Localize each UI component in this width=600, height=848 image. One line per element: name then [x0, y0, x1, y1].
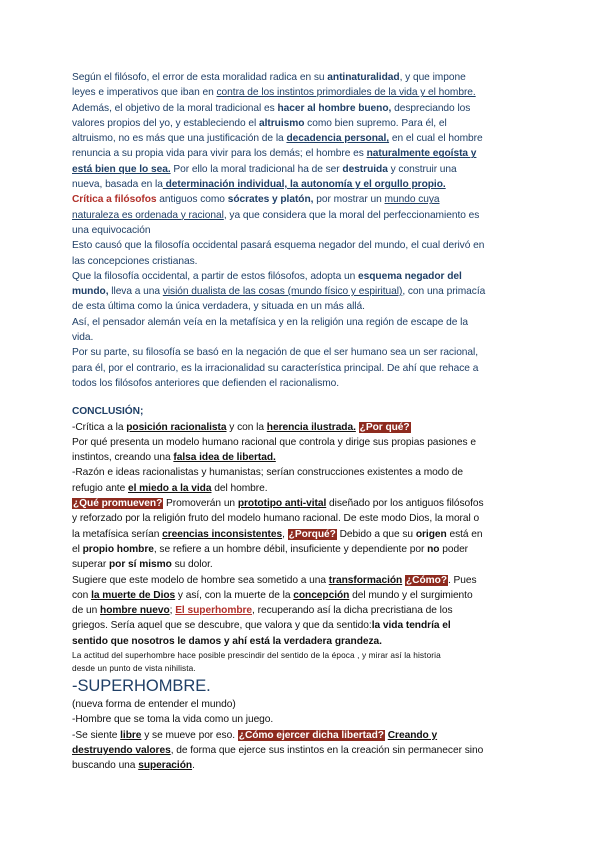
text-line — [72, 131, 532, 146]
bold-text: destruida — [342, 163, 388, 175]
bold-underlined-text: superación — [138, 760, 193, 772]
bold-underlined-text: determinación individual, la autonomía y el orgullo propio. — [162, 179, 446, 191]
bold-underlined-text: decadencia personal, — [286, 133, 390, 145]
text: valores propios del yo, y estableciendo el — [72, 117, 259, 129]
text: nueva, basada en la — [72, 179, 163, 191]
underlined-text: naturaleza es ordenada y racional — [72, 209, 224, 221]
text: griegos. Sería aquel que se descubre, que valora y que da sentido: — [72, 620, 372, 632]
text-line — [72, 603, 532, 618]
text-line — [72, 450, 532, 465]
underlined-text: visión dualista de las cosas (mundo físico y espiritual) — [162, 286, 403, 298]
text: Sugiere que este modelo de hombre sea sometido a una — [72, 574, 329, 586]
text-line: -Razón e ideas racionalistas y humanistas; serían construcciones existentes a modo de — [72, 467, 464, 479]
bold-text: sócrates y platón, — [227, 194, 314, 206]
text-line — [72, 85, 532, 100]
text-line: Por su parte, su filosofía se basó en la negación de que el ser humano sea un ser racional, — [72, 347, 479, 359]
text: de un — [72, 605, 101, 617]
text: Según el filósofo, el error de esta moralidad radica en su — [72, 72, 328, 83]
bold-underlined-text: creencias inconsistentes — [162, 528, 283, 540]
bold-text: por sí mismo — [108, 559, 172, 571]
bold-underlined-text: hombre nuevo — [100, 605, 170, 617]
text: poder — [439, 543, 469, 555]
text: y así, con la muerte de la — [175, 589, 294, 601]
bold-text: origen — [415, 528, 447, 540]
text: con — [72, 589, 92, 601]
section-title: -SUPERHOMBRE. — [72, 677, 211, 696]
highlight-label: ¿Qué promueven? — [73, 498, 163, 510]
text-line — [72, 146, 532, 161]
text: y se mueve por eso. — [141, 729, 238, 741]
text-line — [72, 162, 532, 177]
text: Por ello la moral tradicional ha de ser — [170, 163, 343, 175]
text: altruismo, no es más que una justificación de la — [72, 133, 287, 145]
text: -Crítica a la — [72, 421, 127, 433]
bold-text: hacer al hombre bueno, — [277, 102, 392, 114]
text: , se refiere a un hombre débil, insuficiente y dependiente por — [153, 543, 428, 555]
text: ; — [169, 605, 176, 617]
highlight-label: ¿Porqué? — [288, 528, 336, 540]
bold-underlined-text: destruyendo valores — [72, 745, 171, 757]
text: buscando una — [72, 760, 139, 772]
text: , ya que considera que la moral del perfeccionamiento es — [223, 209, 480, 221]
bold-text: mundo, — [72, 286, 109, 298]
text: , recuperando así la dicha precristiana de los — [252, 605, 453, 617]
highlight-label: ¿Cómo? — [405, 574, 447, 586]
underlined-text: mundo cuya — [384, 194, 440, 206]
text: su dolor. — [171, 559, 213, 571]
text: , — [282, 528, 288, 540]
text: , de forma que ejerce sus instintos en la creación sin permanecer sino — [170, 745, 484, 757]
text: refugio ante — [72, 482, 128, 494]
text: superar — [72, 559, 109, 571]
bold-underlined-text: prototipo anti-vital — [237, 498, 327, 510]
bold-underlined-text: concepción — [293, 589, 350, 601]
text-line: todos los filósofos anteriores que defienden el racionalismo. — [72, 377, 340, 389]
red-bold-underlined-text: El superhombre — [175, 605, 253, 617]
text: lleva a una — [108, 286, 163, 298]
text-line — [72, 177, 532, 192]
text-line — [72, 269, 532, 284]
highlight-label: ¿Por qué? — [359, 421, 410, 433]
text-line — [72, 728, 532, 743]
text: en el cual el hombre — [389, 133, 483, 145]
red-bold-text: Crítica a filósofos — [72, 194, 157, 206]
text: leyes e imperativos que iban en — [72, 87, 217, 99]
text-line: Por qué presenta un modelo humano racional que controla y dirige sus propias pasiones e — [72, 436, 476, 448]
text: y construir una — [387, 163, 457, 175]
text: . Pues — [448, 574, 477, 586]
text-line — [72, 208, 532, 223]
bold-underlined-text: la muerte de Dios — [91, 589, 176, 601]
text-line: de esta última como la única verdadera, y situada en un más allá. — [72, 301, 365, 313]
text-line — [72, 284, 532, 299]
text-line — [72, 192, 532, 207]
text-line — [72, 557, 532, 572]
text-line: Esto causó que la filosofía occidental pasará esquema negador del mundo, el cual derivó en — [72, 240, 485, 252]
text-line — [72, 70, 532, 85]
text-line — [72, 758, 532, 773]
bold-underlined-text: posición racionalista — [126, 421, 227, 433]
text: , y que impone — [399, 72, 466, 83]
text: el — [72, 543, 83, 555]
text: , con una primacía — [402, 286, 486, 298]
bold-underlined-text: herencia ilustrada. — [266, 421, 356, 433]
text: Que la filosofía occidental, a partir de estos filósofos, adopta un — [72, 270, 358, 282]
bold-underlined-text: está bien que lo sea. — [72, 163, 171, 175]
text: instintos, creando una — [72, 452, 174, 464]
bold-underlined-text: naturalmente egoísta y — [366, 148, 477, 160]
bold-text: la vida tendría el — [371, 620, 451, 632]
bold-text: no — [427, 543, 440, 555]
text-line — [72, 542, 532, 557]
text-line: (nueva forma de entender el mundo) — [72, 699, 236, 711]
text-line — [72, 527, 532, 542]
text: del mundo y el surgimiento — [349, 589, 473, 601]
bold-underlined-text: libre — [120, 729, 142, 741]
text-line: y reforzado por la religión fruto del modelo humano racional. De este modo Dios, la moral o — [72, 513, 480, 525]
section-heading: CONCLUSIÓN; — [72, 406, 144, 418]
text-line — [72, 573, 532, 588]
bold-underlined-text: transformación — [328, 574, 403, 586]
text-line: las concepciones cristianas. — [72, 255, 198, 267]
document-page — [72, 70, 532, 774]
text: antiguos como — [156, 194, 228, 206]
text-line — [72, 101, 532, 116]
text: como bien supremo. Para él, el — [304, 117, 447, 129]
text: del hombre. — [211, 482, 268, 494]
bold-text: sentido que nosotros le damos y ahí está la verdadera grandeza. — [72, 635, 382, 647]
bold-underlined-text: falsa idea de libertad. — [173, 452, 276, 464]
underlined-text: contra de los instintos primordiales de la vida y el hombre. — [216, 87, 476, 99]
bold-text: altruismo — [259, 117, 305, 129]
text: la metafísica serían — [72, 528, 163, 540]
text-line — [72, 618, 532, 633]
text: . — [192, 760, 195, 772]
text: por mostrar un — [313, 194, 385, 206]
text-line — [72, 496, 532, 511]
text-line — [72, 420, 532, 435]
text-line: para él, por el contrario, es la irracionalidad su característica principal. De ahí que rehace a — [72, 362, 479, 374]
bold-underlined-text: Creando y — [387, 729, 438, 741]
text: Además, el objetivo de la moral tradicional es — [72, 102, 278, 114]
text: -Se siente — [72, 729, 121, 741]
small-text-line: desde un punto de vista nihilista. — [72, 662, 196, 673]
text: Debido a que su — [336, 528, 416, 540]
bold-underlined-text: el miedo a la vida — [128, 482, 212, 494]
text-line: vida. — [72, 332, 94, 344]
text: y con la — [226, 421, 267, 433]
highlight-label: ¿Cómo ejercer dicha libertad? — [238, 729, 384, 741]
bold-text: propio hombre — [82, 543, 154, 555]
text-line — [72, 481, 532, 496]
text-line — [72, 743, 532, 758]
text: Promoverán un — [163, 498, 238, 510]
text: está en — [446, 528, 483, 540]
text-line — [72, 588, 532, 603]
text: despreciando los — [391, 102, 471, 114]
bold-text: esquema negador del — [358, 270, 462, 282]
text-line: una equivocación — [72, 224, 151, 236]
text-line: -Hombre que se toma la vida como un juego. — [72, 714, 274, 726]
bold-text: antinaturalidad — [327, 72, 400, 83]
text-line — [72, 116, 532, 131]
text-line — [72, 634, 532, 649]
text: diseñado por los antiguos filósofos — [326, 498, 484, 510]
text-line: Así, el pensador alemán veía en la metafísica y en la religión una región de escape de la — [72, 316, 468, 328]
small-text-line: La actitud del superhombre hace posible prescindir del sentido de la época , y mirar así la historia — [72, 649, 441, 660]
text: renuncia a su propia vida para vivir para los demás; el hombre es — [72, 148, 367, 160]
